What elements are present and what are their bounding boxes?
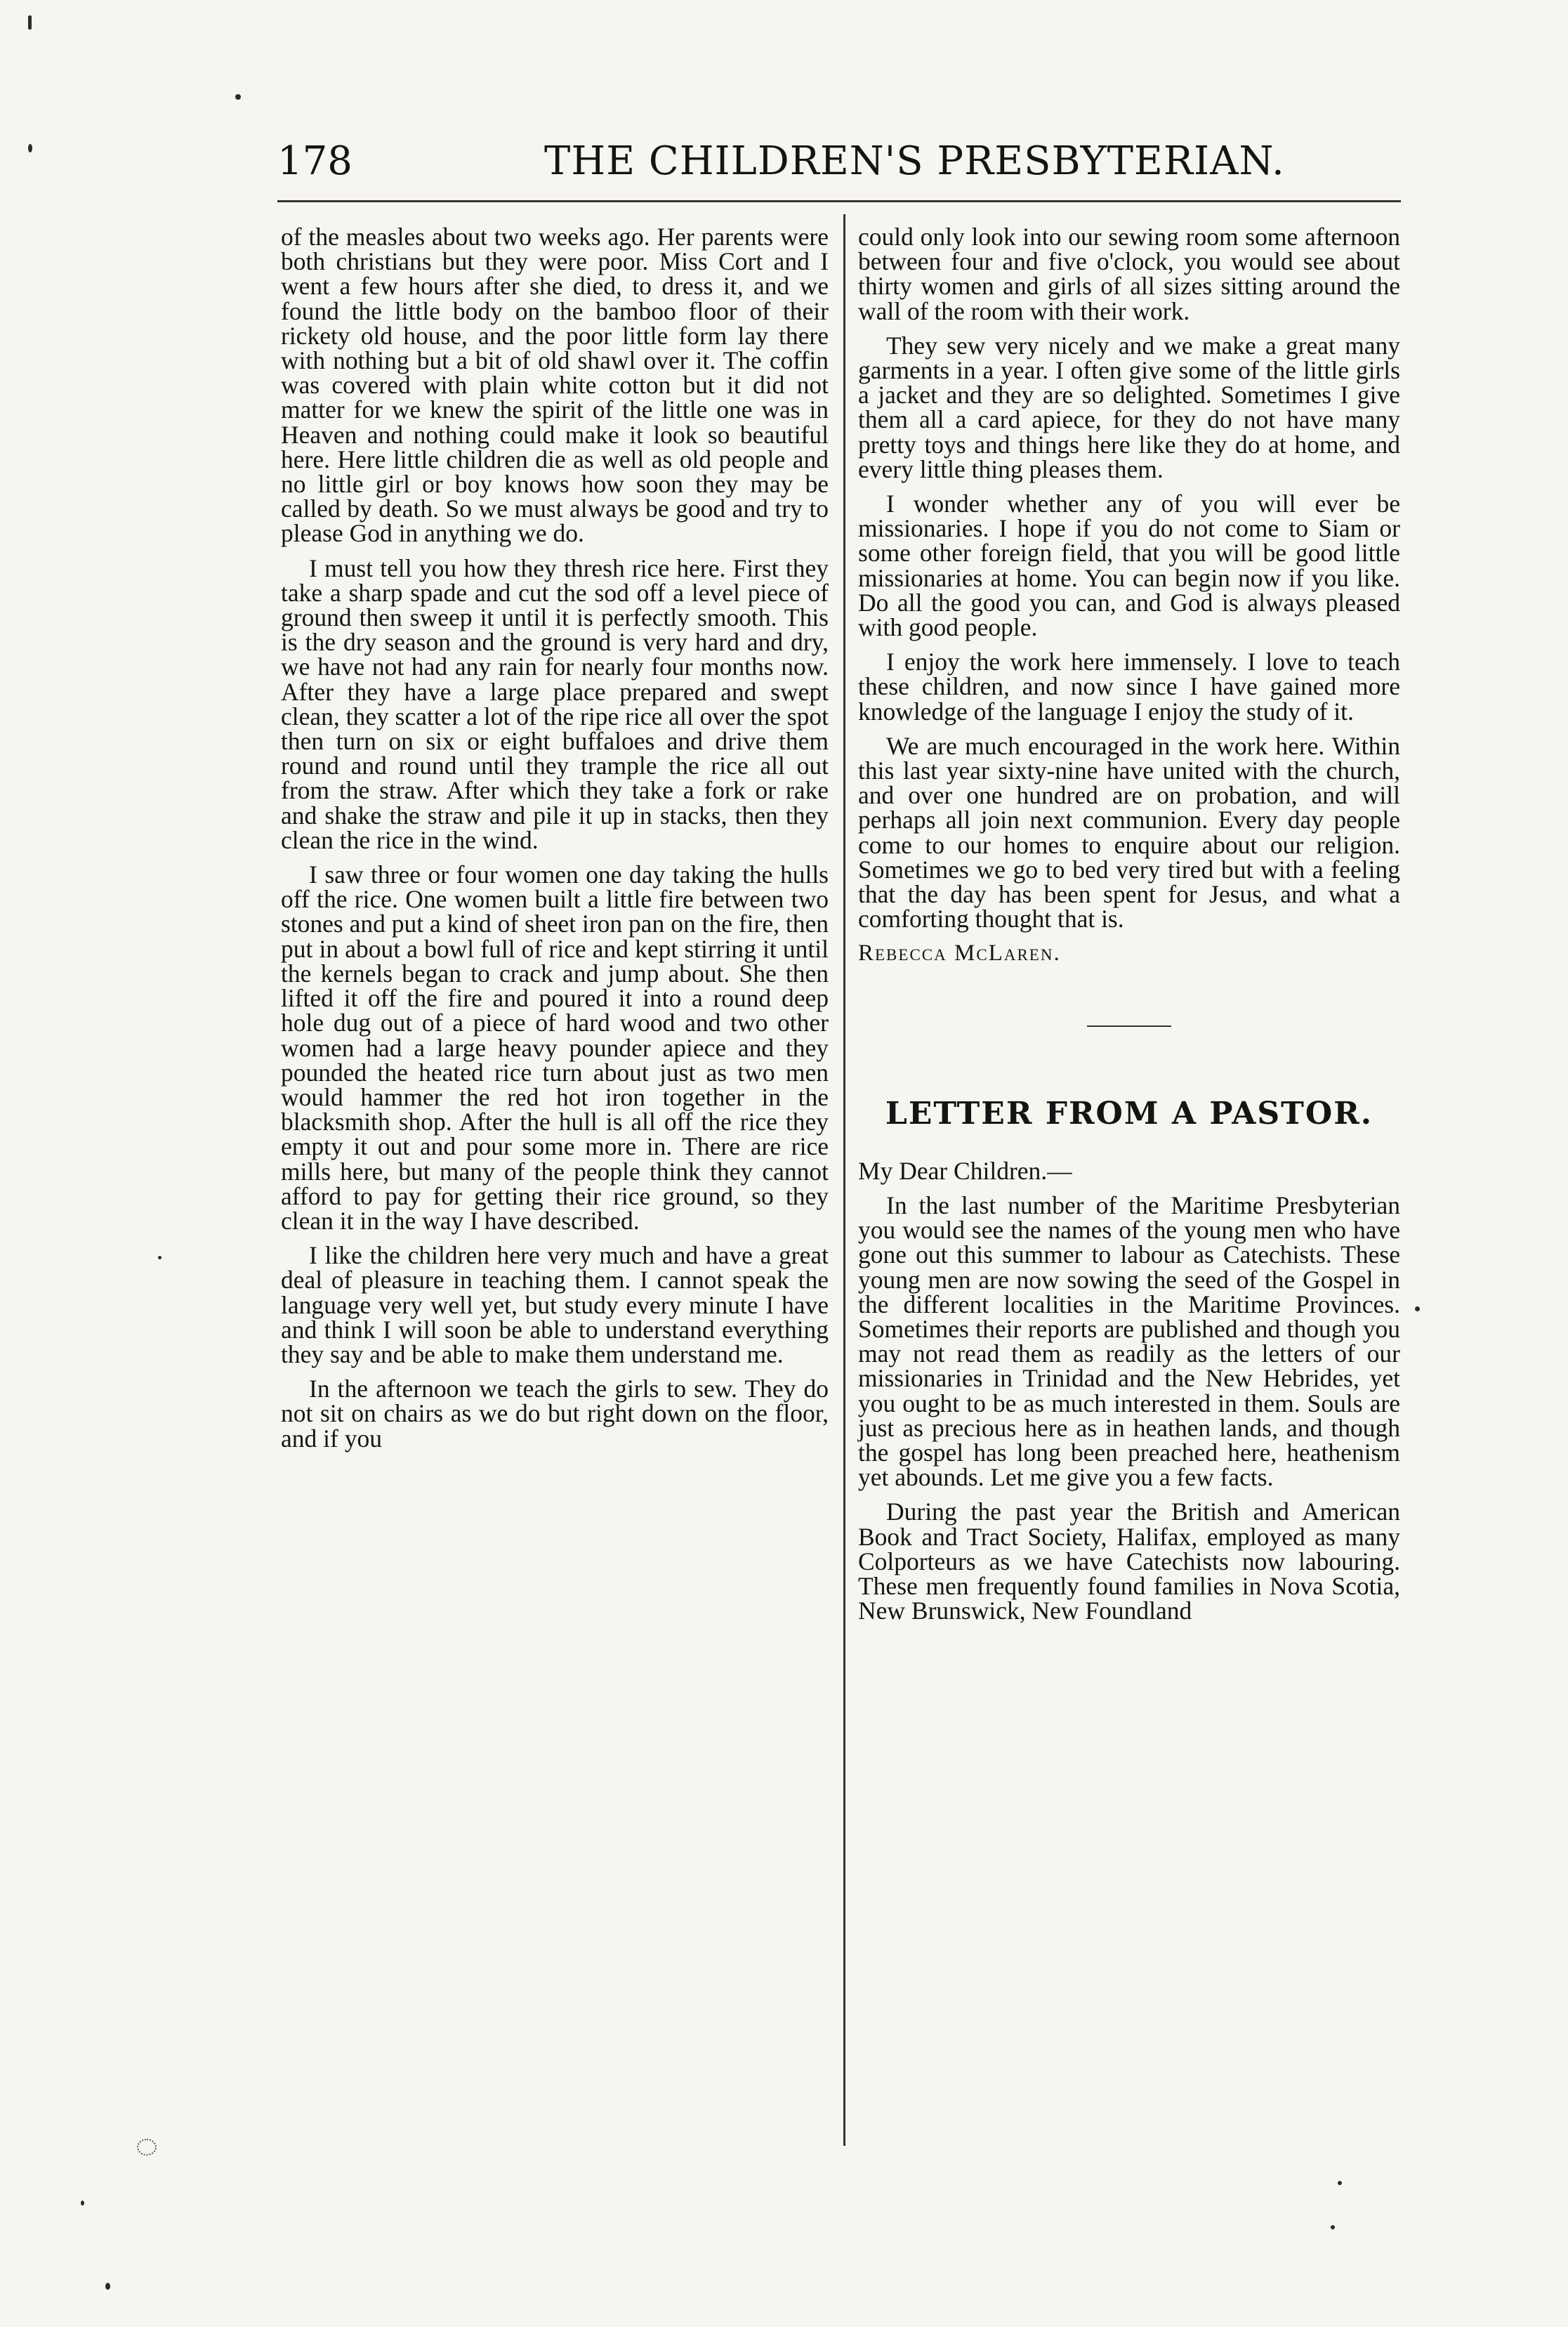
scan-speck (158, 1256, 162, 1259)
page-number: 178 (277, 138, 353, 184)
scan-speck (105, 2283, 110, 2290)
page-header (277, 133, 1401, 190)
section-divider (1087, 1025, 1171, 1027)
letter-signature: Rebecca McLaren. (858, 940, 1061, 966)
column-divider (843, 214, 845, 2146)
scan-speck (1338, 2181, 1342, 2185)
left-paragraph: In the afternoon we teach the girls to sew. They do not sit on chairs as we do but right down on the floor, and if you (281, 1375, 829, 1453)
right-paragraph: We are much encouraged in the work here. Within this last year sixty-nine have united with the church, and over one hundred are on probation, and will perhaps all join next communion. Every day people come to our homes to enquire about our religion. Sometimes we go to bed very tired but with a feeling that the day has been spent for Jesus, and what a comforting thought that is. (858, 731, 1400, 933)
right-paragraph: I wonder whether any of you will ever be missionaries. I hope if you do not come to Siam or some other foreign field, that you will be good little missionaries at home. You can begin now if you like. Do all the good you can, and God is always pleased with good people. (858, 490, 1400, 642)
right-paragraph: In the last number of the Maritime Presbyterian you would see the names of the young men who have gone out this summer to labour as Catechists. These young men are now sowing the seed of the Gospel in the different localities in the Maritime Provinces. Sometimes their reports are published and though you may not read them as readily as the letters of our missionaries in Trinidad and the New Hebrides, yet you ought to be as much interested in them. Souls are just as precious here as in heathen lands, and though the gospel has long been preached here, heathenism yet abounds. Let me give you a few facts. (858, 1191, 1400, 1492)
right-paragraph: I enjoy the work here immensely. I love to teach these children, and now since I have gained more knowledge of the language I enjoy the study of it. (858, 648, 1400, 726)
header-rule (277, 200, 1401, 202)
left-paragraph: I must tell you how they thresh rice here. First they take a sharp spade and cut the sod off a level piece of ground then sweep it until it is perfectly smooth. This is the dry season and the ground is very hard and dry, we have not had any rain for nearly four months now. After they have a large place prepared and swept clean, they scatter a lot of the ripe rice all over the spot then turn on six or eight buffaloes and drive them round and round until they trample the rice all out from the straw. After which they take a fork or rake and shake the straw and pile it up in stacks, then they clean the rice in the wind. (281, 553, 829, 854)
right-paragraph: They sew very nicely and we make a great many garments in a year. I often give some of the little girls a jacket and they are so delighted. Sometimes I give them all a card apiece, for they do not have many pretty toys and things here like they do at home, and every little thing pleases them. (858, 331, 1400, 483)
running-title: THE CHILDREN'S PRESBYTERIAN. (544, 138, 1285, 184)
left-paragraph: I like the children here very much and have a great deal of pleasure in teaching them. I cannot speak the language very well yet, but study every minute I have and think I will soon be able to understand everything they say and be able to make them understand me. (281, 1241, 829, 1368)
article-title: LETTER FROM A PASTOR. (885, 1095, 1373, 1132)
scan-speck (137, 2139, 157, 2156)
left-paragraph: of the measles about two weeks ago. Her parents were both christians but they were poor. Miss Cort and I went a few hours after she died, to dress it, and we found the little body on the bamboo floor of their rickety old house, and the poor little form lay there with nothing but a bit of old shawl over it. The coffin was covered with plain white cotton but it did not matter for we knew the spirit of the little one was in Heaven and nothing could make it look so beautiful here. Here little children die as well as old people and no little girl or boy knows how soon they may be called by death. So we must always be good and try to please God in anything we do. (281, 223, 829, 548)
left-paragraph: I saw three or four women one day taking the hulls off the rice. One women built a little fire between two stones and put a kind of sheet iron pan on the fire, then put in about a bowl full of rice and kept stirring it until the kernels began to crack and jump about. She then lifted it off the fire and poured it into a round deep hole dug out of a piece of hard wood and two other women had a large heavy pounder apiece and they pounded the heated rice turn about just as two men would hammer the red hot iron together in the blacksmith shop. After the hull is all off the rice they empty it out and pour some more in. There are rice mills here, but many of the people think they cannot afford to pay for getting their rice ground, so they clean it in the way I have described. (281, 860, 829, 1235)
right-paragraph: could only look into our sewing room some afternoon between four and five o'clock, you would see about thirty women and girls of all sizes sitting around the wall of the room with their work. (858, 223, 1400, 325)
salutation: My Dear Children.— (858, 1156, 1072, 1185)
scan-speck (81, 2201, 84, 2205)
scan-speck (1331, 2225, 1335, 2229)
right-paragraph: During the past year the British and American Book and Tract Society, Halifax, employed as many Colporteurs as we have Catechists now labouring. These men frequently found families in Nova Scotia, New Brunswick, New Foundland (858, 1497, 1400, 1625)
scan-speck (28, 15, 32, 30)
scan-speck (1415, 1306, 1420, 1311)
right-column (858, 225, 1400, 1633)
scan-speck (28, 144, 32, 152)
scan-speck (235, 94, 241, 100)
left-column (281, 225, 829, 1461)
